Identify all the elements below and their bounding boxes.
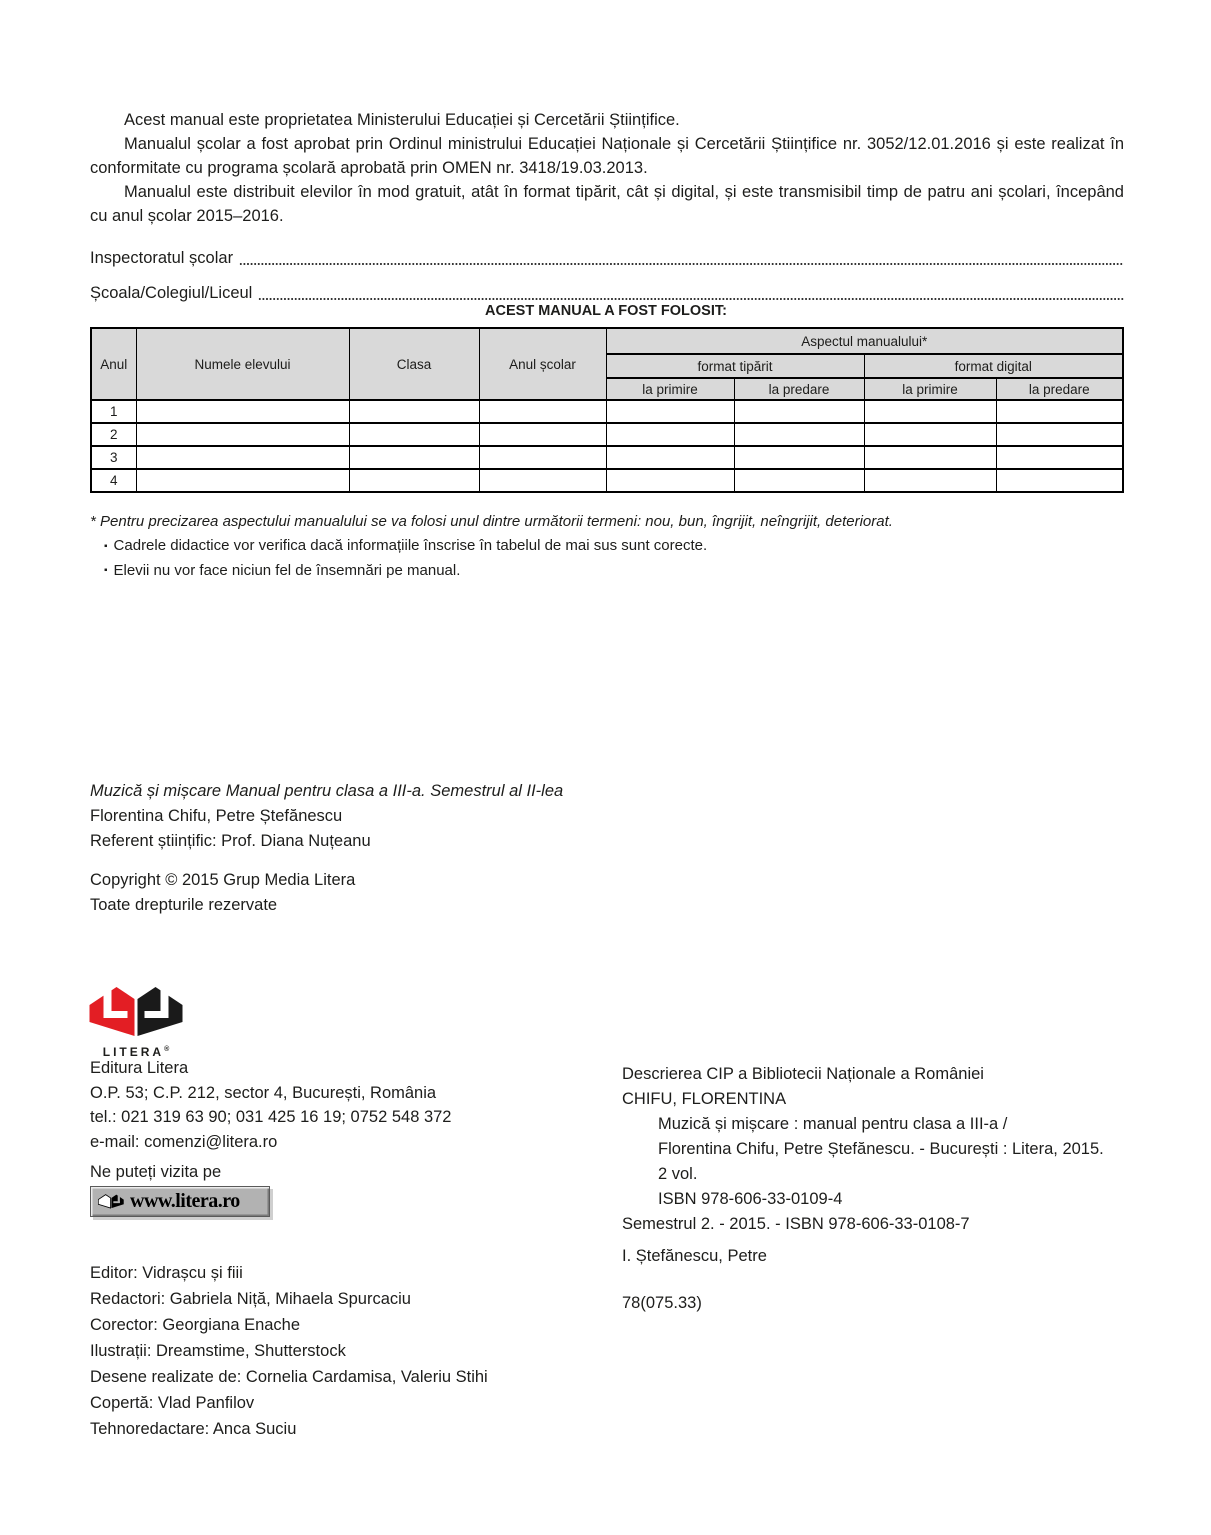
empty-cell	[864, 400, 996, 423]
footnote-bullet-line	[90, 534, 1124, 559]
col-header-aspect: Aspectul manualului*	[606, 328, 1123, 354]
row-number: 4	[91, 469, 136, 492]
cip-contributor: I. Ștefănescu, Petre	[622, 1247, 767, 1265]
empty-cell	[349, 446, 479, 469]
empty-cell	[349, 469, 479, 492]
empty-cell	[479, 446, 606, 469]
table-footnotes	[90, 510, 1124, 583]
empty-cell	[606, 446, 734, 469]
col-header-la-predare: la predare	[996, 378, 1123, 400]
credit-line: Editor: Vidrașcu și fiii	[90, 1264, 243, 1282]
registered-mark: ®	[164, 1046, 170, 1053]
col-header-anul: Anul	[91, 328, 136, 400]
visit-text: Ne puteți vizita pe	[90, 1163, 222, 1181]
col-header-la-primire: la primire	[606, 378, 734, 400]
book-authors: Florentina Chifu, Petre Ștefănescu	[90, 807, 343, 825]
empty-cell	[996, 400, 1123, 423]
col-header-format-digital: format digital	[864, 354, 1123, 378]
form-line-scoala	[90, 281, 1124, 303]
intro-paragraphs	[90, 108, 1124, 228]
copyright-line: Toate drepturile rezervate	[90, 896, 278, 914]
litera-badge-logo-icon	[98, 1193, 124, 1210]
empty-cell	[479, 469, 606, 492]
footnote-star: * Pentru precizarea aspectului manualului se va folosi unul dintre următorii termeni: nou, bun, îngrijit, neîngrijit, deteriorat.	[90, 513, 893, 530]
credit-line: Copertă: Vlad Panfilov	[90, 1394, 255, 1412]
col-header-numele: Numele elevului	[136, 328, 349, 400]
publisher-email: e-mail: comenzi@litera.ro	[90, 1132, 278, 1151]
cip-detail-line: 2 vol.	[658, 1165, 698, 1183]
empty-cell	[734, 469, 864, 492]
title-block	[90, 779, 790, 854]
empty-cell	[136, 469, 349, 492]
footnote-text: Elevii nu vor face niciun fel de însemnări pe manual.	[113, 561, 461, 579]
credit-line: Tehnoredactare: Anca Suciu	[90, 1420, 297, 1438]
empty-cell	[349, 400, 479, 423]
credits-block	[90, 1260, 610, 1442]
publisher-address	[90, 1056, 610, 1154]
cip-block	[622, 1062, 1142, 1237]
footnote-bullet-line	[90, 559, 1124, 584]
empty-cell	[996, 469, 1123, 492]
empty-cell	[734, 446, 864, 469]
book-referent: Referent științific: Prof. Diana Nuțeanu	[90, 832, 371, 850]
intro-paragraph: Acest manual este proprietatea Ministerului Educației și Cercetării Științifice.	[124, 111, 680, 129]
col-header-format-tiparit: format tipărit	[606, 354, 864, 378]
cip-detail-line: Muzică și mișcare : manual pentru clasa a III-a /	[658, 1115, 1008, 1133]
cip-semester-line: Semestrul 2. - 2015. - ISBN 978-606-33-0108-7	[622, 1215, 970, 1233]
cip-udc-number: 78(075.33)	[622, 1294, 702, 1312]
usage-table-title: ACEST MANUAL A FOST FOLOSIT:	[485, 303, 727, 319]
publisher-address-line: O.P. 53; C.P. 212, sector 4, București, România	[90, 1083, 437, 1102]
empty-cell	[479, 400, 606, 423]
empty-cell	[349, 423, 479, 446]
litera-logo-wordmark: LITERA®	[102, 1045, 170, 1059]
form-label: Inspectoratul școlar	[90, 249, 234, 267]
empty-cell	[864, 469, 996, 492]
col-header-clasa: Clasa	[349, 328, 479, 400]
publisher-name: Editura Litera	[90, 1059, 189, 1077]
table-row	[91, 400, 1123, 423]
cip-detail-line: ISBN 978-606-33-0109-4	[658, 1190, 843, 1208]
empty-cell	[864, 423, 996, 446]
row-number: 2	[91, 423, 136, 446]
footnote-text: Cadrele didactice vor verifica dacă informațiile înscrise în tabelul de mai sus sunt corecte.	[113, 537, 708, 554]
publisher-phone: tel.: 021 319 63 90; 031 425 16 19; 0752 548 372	[90, 1108, 452, 1126]
empty-cell	[996, 423, 1123, 446]
book-title: Muzică și mișcare Manual pentru clasa a III-a. Semestrul al II-lea	[90, 782, 564, 800]
col-header-la-predare: la predare	[734, 378, 864, 400]
copyright-line: Copyright © 2015 Grup Media Litera	[90, 871, 356, 889]
credit-line: Redactori: Gabriela Niță, Mihaela Spurcaciu	[90, 1290, 411, 1308]
row-number: 1	[91, 400, 136, 423]
website-badge	[90, 1186, 270, 1217]
usage-table	[90, 327, 1124, 493]
empty-cell	[734, 400, 864, 423]
litera-logo	[88, 986, 184, 1059]
col-header-an-scolar: Anul școlar	[479, 328, 606, 400]
empty-cell	[734, 423, 864, 446]
empty-cell	[996, 446, 1123, 469]
table-row	[91, 423, 1123, 446]
form-line-inspectorat	[90, 246, 1124, 268]
empty-cell	[606, 423, 734, 446]
credit-line: Desene realizate de: Cornelia Cardamisa, Valeriu Stihi	[90, 1368, 488, 1386]
empty-cell	[136, 400, 349, 423]
empty-cell	[136, 423, 349, 446]
empty-cell	[479, 423, 606, 446]
dotted-leader	[258, 283, 1124, 303]
form-label: Școala/Colegiul/Liceul	[90, 284, 253, 302]
row-number: 3	[91, 446, 136, 469]
copyright-block	[90, 868, 790, 918]
table-row	[91, 446, 1123, 469]
credit-line: Ilustrații: Dreamstime, Shutterstock	[90, 1342, 346, 1360]
cip-author: CHIFU, FLORENTINA	[622, 1090, 787, 1108]
empty-cell	[606, 400, 734, 423]
credit-line: Corector: Georgiana Enache	[90, 1316, 301, 1334]
intro-paragraph: Manualul școlar a fost aprobat prin Ordinul ministrului Educației Naționale și Cercetării Științifice nr. 3052/12.01.2016 și este realizat în conformitate cu programa școlară aprobată prin OMEN nr. 3418/19.03.2013.	[90, 135, 1124, 177]
col-header-la-primire: la primire	[864, 378, 996, 400]
empty-cell	[606, 469, 734, 492]
website-url: www.litera.ro	[130, 1190, 240, 1212]
dotted-leader	[239, 248, 1124, 268]
bullet-icon: ▪	[104, 565, 108, 576]
table-row	[91, 469, 1123, 492]
litera-logo-icon	[88, 986, 184, 1038]
empty-cell	[136, 446, 349, 469]
bullet-icon: ▪	[104, 540, 108, 552]
cip-detail-line: Florentina Chifu, Petre Ștefănescu. - București : Litera, 2015.	[658, 1140, 1104, 1158]
cip-heading: Descrierea CIP a Bibliotecii Naționale a României	[622, 1065, 984, 1083]
intro-paragraph: Manualul este distribuit elevilor în mod gratuit, atât în format tipărit, cât și digital, și este transmisibil timp de patru ani școlari, începând cu anul școlar 2015–2016.	[90, 183, 1124, 225]
empty-cell	[864, 446, 996, 469]
